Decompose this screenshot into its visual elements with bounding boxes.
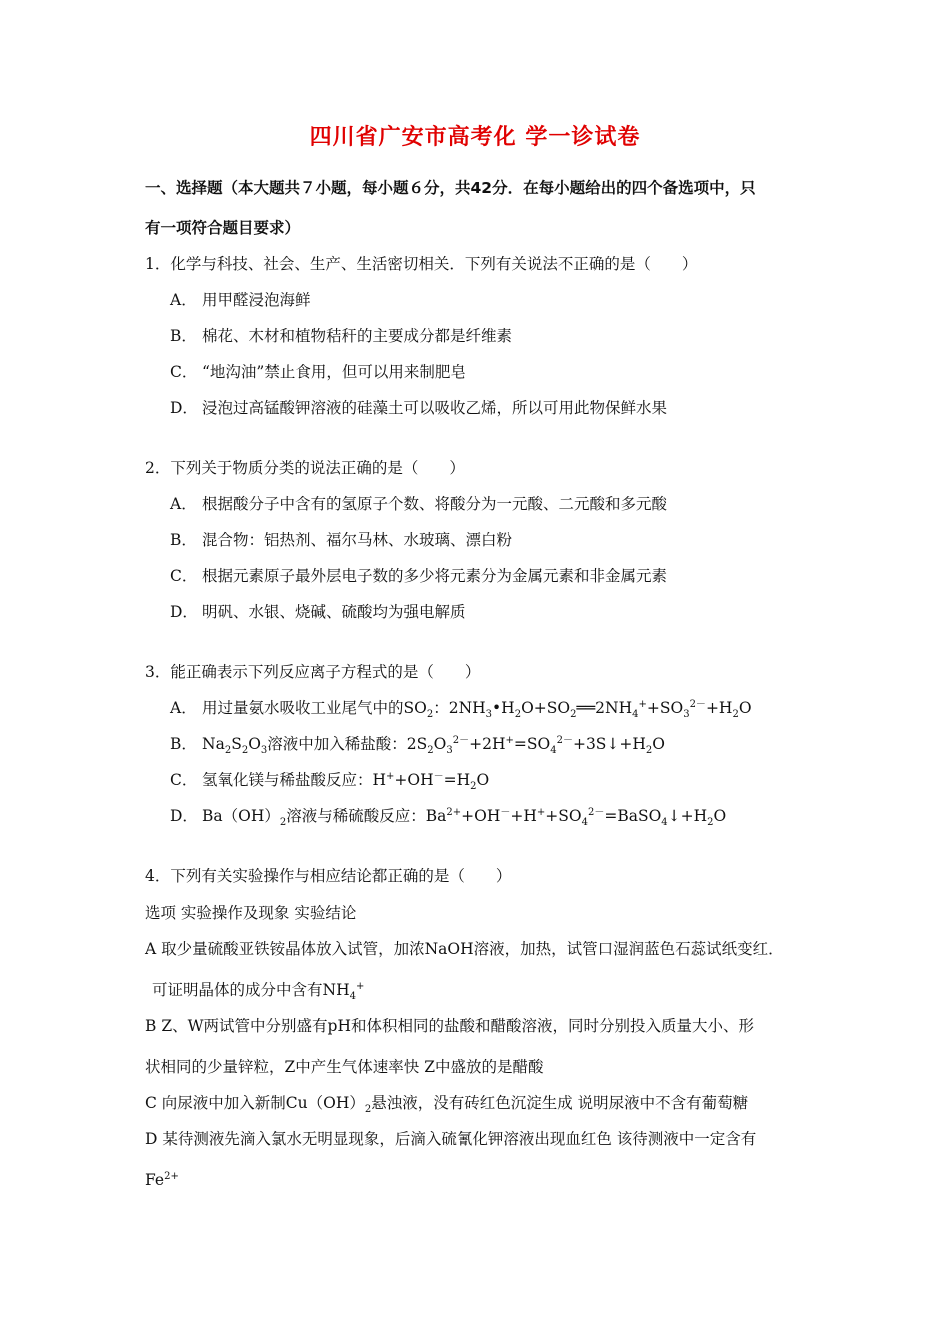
table-row-b-continued: 状相同的少量锌粒，Z中产生气体速率快 Z中盛放的是醋酸 [145,1058,544,1076]
question-2-option-c: C． 根据元素原子最外层电子数的多少将元素分为金属元素和非金属元素 [170,567,668,585]
question-3-stem: 3．能正确表示下列反应离子方程式的是（ ） [145,663,481,681]
table-row-d: D 某待测液先滴入氯水无明显现象，后滴入硫氰化钾溶液出现血红色 该待测液中一定含有 [145,1130,757,1148]
question-1-option-a: A． 用甲醛浸泡海鲜 [170,291,311,309]
question-3-option-a: A． 用过量氨水吸收工业尾气中的$SO_2$：$2NH_3•H_2O+SO_2══2NH_4^++SO_3^{2-}+H_2O$ [170,698,752,721]
question-2-option-a: A． 根据酸分子中含有的氢原子个数、将酸分为一元酸、二元酸和多元酸 [170,495,668,513]
question-3-option-c: C． 氢氧化镁与稀盐酸反应：$H^++OH^-=H_2O$ [170,770,490,793]
question-2-option-d: D． 明矾、水银、烧碱、硫酸均为强电解质 [170,603,466,621]
question-1-option-c: C． “地沟油”禁止食用，但可以用来制肥皂 [170,363,466,381]
question-4-stem: 4．下列有关实验操作与相应结论都正确的是（ ） [145,867,512,885]
question-1-option-b: B． 棉花、木材和植物秸秆的主要成分都是纤维素 [170,327,513,345]
table-row-b: B Z、W两试管中分别盛有pH和体积相同的盐酸和醋酸溶液，同时分别投入质量大小、形 [145,1017,754,1035]
question-3-option-d: D． $Ba(OH)_2$溶液与稀硫酸反应：$Ba^{2+}+OH^-+H^++SO_4^{2-}=BaSO_4↓+H_2O$ [170,806,727,829]
question-3-option-b: B． $Na_2S_2O_3$溶液中加入稀盐酸：$2S_2O_3^{2-}+2H^+=SO_4^{2-}+3S↓+H_2O$ [170,734,666,757]
question-1-stem: 1．化学与科技、社会、生产、生活密切相关．下列有关说法不正确的是（ ） [145,255,698,273]
question-1-option-d: D． 浸泡过高锰酸钾溶液的硅藻土可以吸收乙烯，所以可用此物保鲜水果 [170,399,668,417]
question-2-option-b: B． 混合物：铝热剂、福尔马林、水玻璃、漂白粉 [170,531,513,549]
page-title: 四川省广安市高考化 学一诊试卷 [309,125,641,150]
table-row-c: C 向尿液中加入新制$Cu(OH)_2$悬浊液，没有砖红色沉淀生成 说明尿液中不含有葡萄糖 [145,1094,749,1116]
table-row-d-conclusion: $Fe^{2+}$ [145,1170,179,1189]
section-heading: 一、选择题（本大题共７小题，每小题６分，共42分．在每小题给出的四个备选项中，只 [145,179,756,197]
table-row-a-conclusion: 可证明晶体的成分中含有$NH_4^+$ [152,980,365,1003]
table-row-a: A 取少量硫酸亚铁铵晶体放入试管，加浓NaOH溶液，加热，试管口湿润蓝色石蕊试纸变红． [145,940,784,958]
section-heading-continued: 有一项符合题目要求） [145,219,301,237]
question-2-stem: 2．下列关于物质分类的说法正确的是（ ） [145,459,465,477]
table-header: 选项 实验操作及现象 实验结论 [145,904,357,922]
